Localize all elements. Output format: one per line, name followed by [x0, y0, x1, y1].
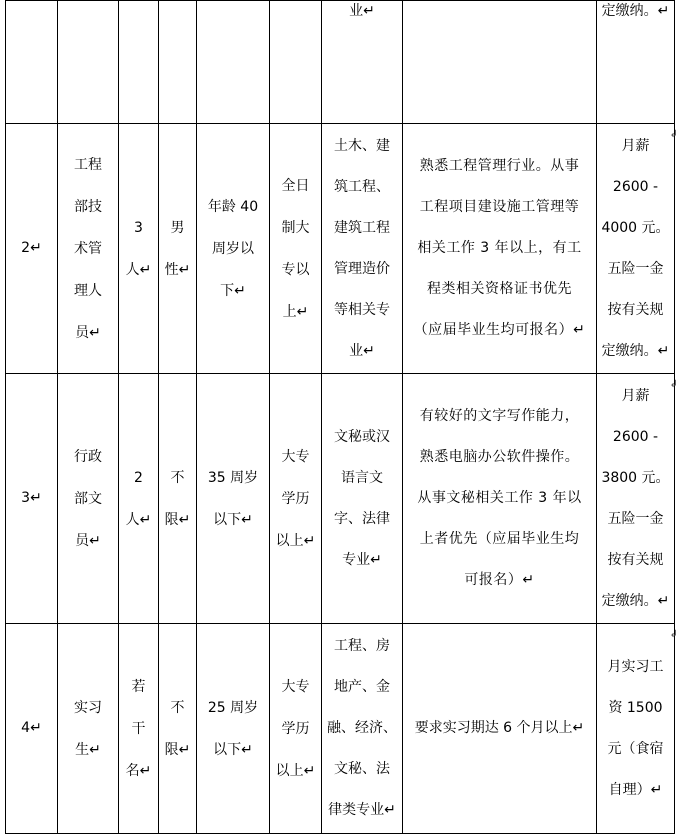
cell-end-mark-icon: ↲: [669, 379, 678, 390]
count-text: 若 干 名↵: [125, 678, 152, 779]
gender-cell: [159, 1, 197, 124]
major-text: 业↵: [349, 3, 375, 19]
age-cell: [197, 1, 270, 124]
major-cell: [322, 124, 403, 374]
major-cell: [322, 1, 403, 124]
no-cell: [6, 1, 58, 124]
requirements-cell: [403, 1, 597, 124]
requirements-cell: [403, 624, 597, 834]
position-cell: [58, 374, 119, 624]
age-cell: [197, 374, 270, 624]
salary-cell: [597, 1, 675, 124]
requirements-cell: [403, 124, 597, 374]
count-text: 3 人↵: [125, 219, 152, 278]
age-cell: [197, 124, 270, 374]
education-text: 全日 制大 专以 上↵: [281, 177, 310, 320]
requirements-text: 熟悉工程管理行业。从事 工程项目建设施工管理等 相关工作 3 年以上，有工 程类相关资格证书优先 （应届毕业生均可报名）↵: [413, 158, 586, 338]
age-cell: [197, 624, 270, 834]
salary-text: 月实习工 资 1500 元（食宿 自理）↵: [607, 658, 664, 798]
count-cell: [119, 124, 159, 374]
gender-cell: [159, 624, 197, 834]
no-cell: [6, 374, 58, 624]
education-cell: [270, 1, 322, 124]
major-text: 文秘或汉 语言文 字、法律 专业↵: [334, 428, 390, 568]
age-text: 年龄 40 周岁以 下↵: [207, 198, 259, 299]
requirements-text: 有较好的文字写作能力， 熟悉电脑办公软件操作。 从事文秘相关工作 3 年以 上者优先（应届毕业生均 可报名）↵: [417, 408, 582, 588]
count-text: 2 人↵: [125, 469, 152, 528]
no-cell: [6, 624, 58, 834]
position-text: 行政 部文 员↵: [74, 448, 102, 549]
age-text: 25 周岁 以下↵: [207, 699, 259, 758]
gender-text: 不 限↵: [164, 699, 191, 758]
salary-cell: [597, 374, 675, 624]
row-number: 4↵: [21, 720, 42, 736]
position-cell: [58, 1, 119, 124]
row-number: 2↵: [21, 240, 42, 256]
no-cell: [6, 124, 58, 374]
table-row: [6, 124, 675, 374]
count-cell: [119, 624, 159, 834]
count-cell: [119, 374, 159, 624]
gender-cell: [159, 124, 197, 374]
cell-end-mark-icon: ↲: [669, 129, 678, 140]
education-text: 大专 学历 以上↵: [275, 448, 316, 549]
position-cell: [58, 624, 119, 834]
education-cell: [270, 374, 322, 624]
requirements-text: 要求实习期达 6 个月以上↵: [414, 720, 585, 736]
salary-text: 定缴纳。↵: [601, 3, 670, 19]
cell-end-mark-icon: ↲: [669, 629, 678, 640]
table-row: [6, 1, 675, 124]
age-text: 35 周岁 以下↵: [207, 469, 259, 528]
requirements-cell: [403, 374, 597, 624]
count-cell: [119, 1, 159, 124]
major-text: 工程、房 地产、金 融、经济、 文秘、法 律类专业↵: [327, 638, 397, 818]
position-text: 实习 生↵: [74, 699, 102, 758]
salary-cell: [597, 624, 675, 834]
major-text: 土木、建 筑工程、 建筑工程 管理造价 等相关专 业↵: [334, 137, 390, 359]
salary-text: 月薪 2600 - 4000 元。 五险一金 按有关规 定缴纳。↵: [601, 137, 670, 359]
table-row: [6, 374, 675, 624]
table-row: [6, 624, 675, 834]
gender-cell: [159, 374, 197, 624]
gender-text: 男 性↵: [164, 219, 191, 278]
recruitment-table: [5, 0, 675, 834]
gender-text: 不 限↵: [164, 469, 191, 528]
position-cell: [58, 124, 119, 374]
education-cell: [270, 624, 322, 834]
major-cell: [322, 624, 403, 834]
row-number: 3↵: [21, 490, 42, 506]
education-cell: [270, 124, 322, 374]
salary-cell: [597, 124, 675, 374]
position-text: 工程 部技 术管 理人 员↵: [74, 156, 102, 341]
major-cell: [322, 374, 403, 624]
salary-text: 月薪 2600 - 3800 元。 五险一金 按有关规 定缴纳。↵: [601, 387, 670, 609]
education-text: 大专 学历 以上↵: [275, 678, 316, 779]
